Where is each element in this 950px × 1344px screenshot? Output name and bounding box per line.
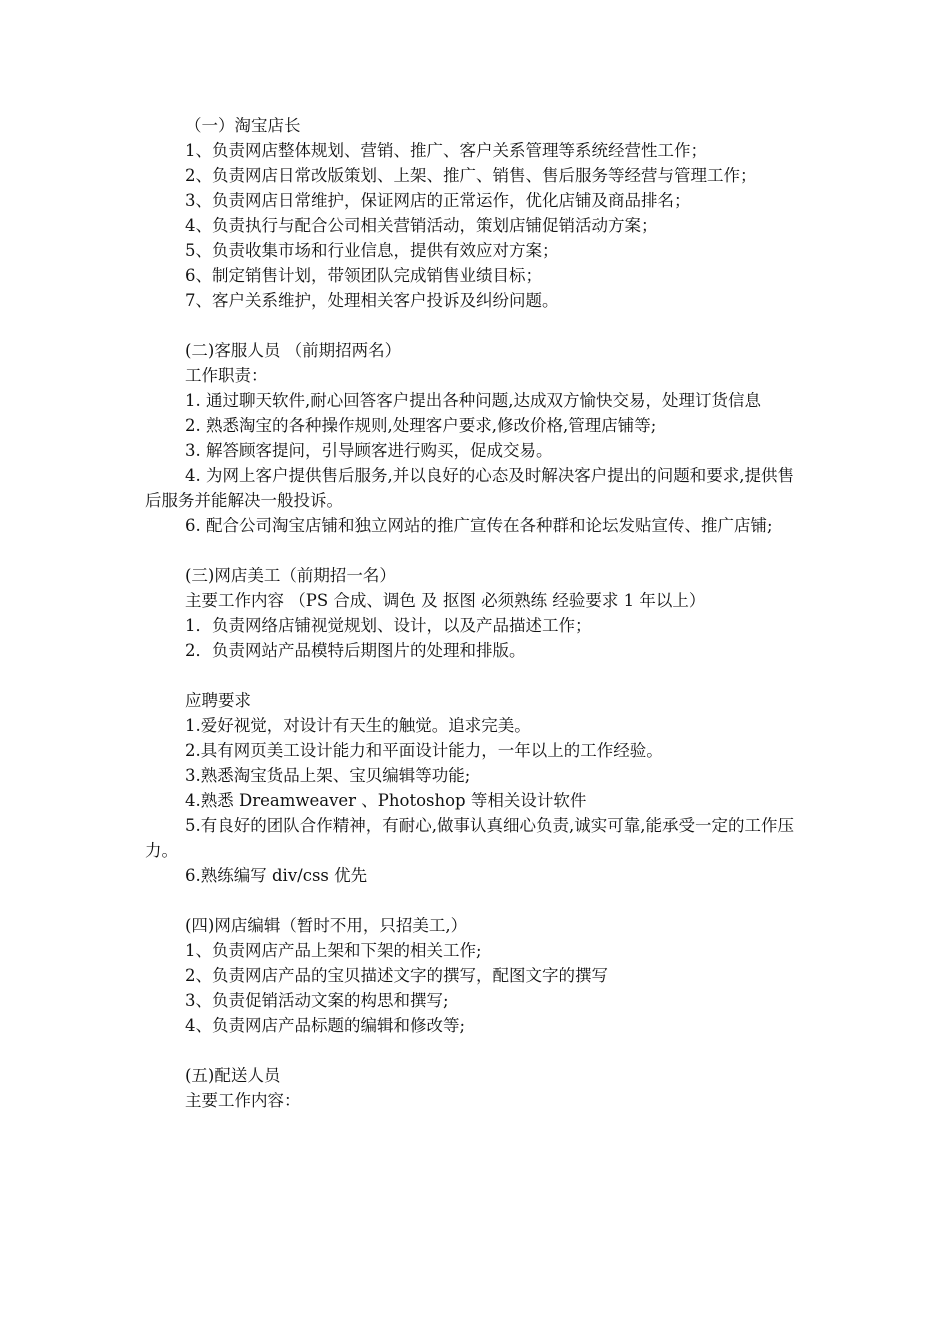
section-store-manager [145, 113, 810, 313]
list-item: 5.有良好的团队合作精神，有耐心,做事认真细心负责,诚实可靠,能承受一定的工作压力。 [145, 816, 794, 860]
list-item: 3.熟悉淘宝货品上架、宝贝编辑等功能; [185, 766, 471, 785]
list-item: 4. 为网上客户提供售后服务,并以良好的心态及时解决客户提出的问题和要求,提供售后服务并能解决一般投诉。 [145, 466, 794, 510]
list-item: 3、负责网店日常维护，保证网店的正常运作，优化店铺及商品排名； [185, 191, 691, 210]
sub-heading: 主要工作内容 （PS 合成、调色 及 抠图 必须熟练 经验要求 1 年以上） [185, 591, 706, 610]
list-item: 6. 配合公司淘宝店铺和独立网站的推广宣传在各种群和论坛发贴宣传、推广店铺; [185, 516, 773, 535]
section-requirements [145, 688, 810, 888]
section-customer-service [145, 338, 810, 538]
list-item: 1．负责网络店铺视觉规划、设计，以及产品描述工作； [185, 616, 592, 635]
list-item: 6.熟练编写 div/css 优先 [185, 866, 368, 885]
list-item: 4、负责执行与配合公司相关营销活动，策划店铺促销活动方案； [185, 216, 658, 235]
section-heading: (四)网店编辑（暂时不用，只招美工,） [185, 916, 468, 935]
list-item: 2、负责网店产品的宝贝描述文字的撰写，配图文字的撰写 [185, 966, 608, 985]
list-item: 5、负责收集市场和行业信息，提供有效应对方案； [185, 241, 559, 260]
section-editor [145, 913, 810, 1038]
section-heading: (三)网店美工（前期招一名） [185, 566, 396, 585]
list-item: 1. 通过聊天软件,耐心回答客户提出各种问题,达成双方愉快交易，处理订货信息 [185, 391, 761, 410]
list-item: 3、负责促销活动文案的构思和撰写; [185, 991, 449, 1010]
sub-heading: 主要工作内容： [185, 1091, 301, 1110]
section-designer [145, 563, 810, 663]
list-item: 6、制定销售计划，带领团队完成销售业绩目标； [185, 266, 542, 285]
list-item: 7、客户关系维护，处理相关客户投诉及纠纷问题。 [185, 291, 559, 310]
list-item: 2.具有网页美工设计能力和平面设计能力，一年以上的工作经验。 [185, 741, 663, 760]
list-item: 3. 解答顾客提问，引导顾客进行购买，促成交易。 [185, 441, 553, 460]
section-heading: (五)配送人员 [185, 1066, 281, 1085]
section-heading: （一）淘宝店长 [185, 116, 301, 135]
list-item: 1.爱好视觉，对设计有天生的触觉。追求完美。 [185, 716, 531, 735]
list-item: 2、负责网店日常改版策划、上架、推广、销售、售后服务等经营与管理工作； [185, 166, 757, 185]
list-item: 1、负责网店产品上架和下架的相关工作; [185, 941, 482, 960]
section-heading: (二)客服人员 （前期招两名） [185, 341, 402, 360]
document-page [145, 113, 810, 1113]
list-item: 1、负责网店整体规划、营销、推广、客户关系管理等系统经营性工作； [185, 141, 707, 160]
list-item: 2．负责网站产品模特后期图片的处理和排版。 [185, 641, 526, 660]
list-item: 4.熟悉 Dreamweaver 、Photoshop 等相关设计软件 [185, 791, 587, 810]
section-delivery [145, 1063, 810, 1113]
sub-heading: 工作职责： [185, 366, 268, 385]
list-item: 4、负责网店产品标题的编辑和修改等; [185, 1016, 466, 1035]
list-item: 2. 熟悉淘宝的各种操作规则,处理客户要求,修改价格,管理店铺等; [185, 416, 657, 435]
section-heading: 应聘要求 [185, 691, 251, 710]
